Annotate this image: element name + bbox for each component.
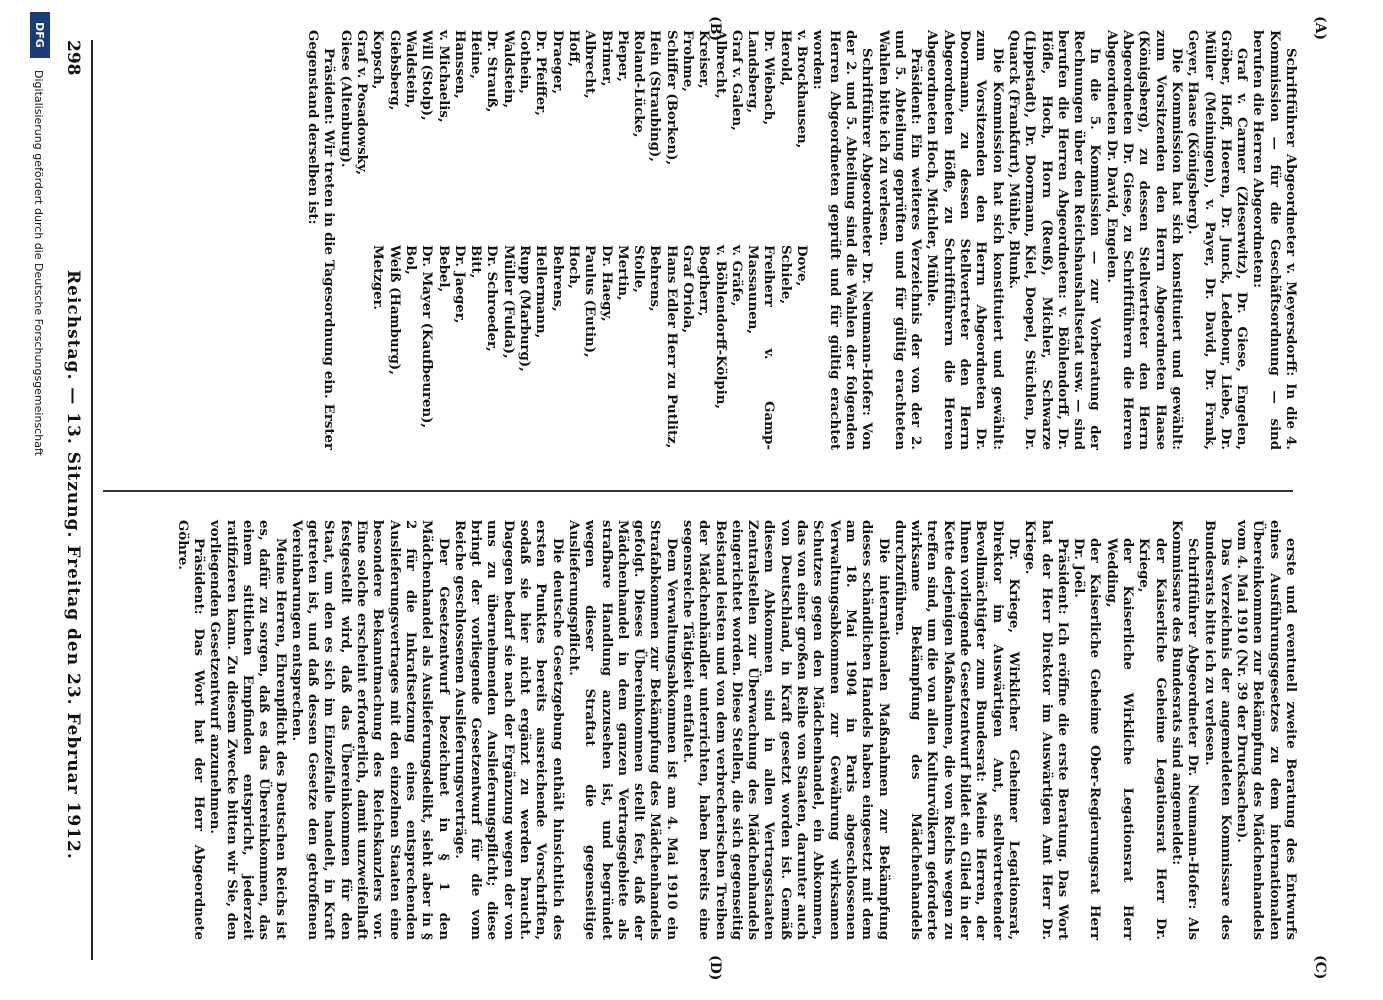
paragraph-text: Als Kommissare des Bundesrats sind angemeldet: (1168, 520, 1201, 940)
member-name: v. Michaelis, (435, 30, 451, 123)
member-name: Dr. Wiebach, (761, 30, 777, 126)
paragraph: Graf v. Carmer (Zieserwitz), Dr. Giese, Engelen, Gröber, Hoff, Hoeren, Dr. Junck, Ledebour, Liebe, Dr. Müller (Meiningen), v. Payer, Dr. David, Dr. Frank, Geyer, Haase (Königsberg). (1185, 30, 1250, 450)
agenda-item: erste und eventuell zweite Beratung des Entwurfs eines Ausführungsgesetzes zu dem internationalen Übereinkommen zur Bekämpfung des Mädchenhandels vom 4. Mai 1910 (Nr. 39 der Drucksachen). (1234, 520, 1298, 940)
page-header (60, 40, 86, 950)
dfg-logo: DFG (30, 12, 50, 58)
member-name: Graf Oriola, (680, 245, 696, 334)
paragraph: Dem Verwaltungsabkommen ist am 4. Mai 1910 ein Strafabkommen zur Bekämpfung des Mädchenhandels gefolgt. Dieses Übereinkommen stellt fest, daß der Mädchenhandel in dem ganzen Vertragsgebiete als strafbare Handlung anzusehen ist, und begründet wegen dieser Straftat die gegenseitige Auslieferungspflicht. (565, 520, 679, 940)
member-name: Dove, (794, 245, 810, 287)
member-name: Dr. Strauß, (484, 30, 500, 113)
speaker-label: Präsident: (191, 538, 207, 615)
member-name: Frohme, (680, 30, 696, 92)
commissar-entry: der Kaiserliche Geheime Legationsrat Herr Dr. Kriege, (1136, 538, 1168, 940)
page-title: Reichstag. — 13. Sitzung. Freitag den 23. Februar 1912. (63, 270, 83, 860)
member-name: Schiffer (Borken), (663, 30, 679, 166)
member-name: Paulus (Eutin), (582, 245, 598, 358)
member-name: Bitt, (468, 245, 484, 279)
paragraph-text: Das Wort hat der Herr Abgeordnete Göhre. (174, 520, 207, 940)
member-name: Schiele, (777, 245, 793, 305)
member-name: Hoff, (565, 30, 581, 67)
left-column (108, 30, 1298, 450)
member-name: v. Böhlendorff-Kölpin, (712, 245, 728, 410)
member-name: Dr. Mayer (Kaufbeuren), (419, 245, 435, 429)
member-name: Dr. Jaeger, (451, 245, 467, 324)
header-rule (91, 40, 93, 960)
member-name: Heine, (468, 30, 484, 79)
member-name: Giese (Altenburg). (337, 30, 353, 168)
margin-mark-a: (A) (1312, 16, 1328, 41)
member-name: Herold, (777, 30, 793, 86)
member-name: Albrecht, (712, 30, 728, 99)
member-name: v. Gräfe, (728, 245, 744, 307)
member-name: Draeger, (549, 30, 565, 95)
member-name: Kopsch, (370, 30, 386, 90)
member-name: Bol, (402, 245, 418, 275)
member-name: Freiherr v. Gamp-Massaunen, (745, 245, 777, 450)
member-name: Rupp (Marburg), (517, 245, 533, 372)
member-name: Hans Edler Herr zu Putlitz, (663, 245, 679, 449)
margin-mark-b: (B) (707, 16, 723, 42)
paragraph: Der Gesetzentwurf bezeichnet in § 1 den Mädchenhandel als Auslieferungsdelikt, sieht aber in § 2 für die Inkraftsetzung eines entsprechenden Auslieferungsvertrages mit den einzelnen Staaten eine besondere Bekanntmachung des Reichskanzlers vor. Eine solche erscheint erforderlich, damit unzweifelhaft festgestellt wird, daß das Übereinkommen für den Staat, um den es sich im Einzelfalle handelt, in Kraft getreten ist, und daß dessen Gesetze den getroffenen Vereinbarungen entsprechen. (288, 520, 451, 940)
paragraph: Das Verzeichnis der angemeldeten Kommissare des Bundesrats bitte ich zu verlesen. (1201, 520, 1233, 940)
paragraph (1249, 30, 1298, 450)
paragraph (874, 30, 923, 450)
member-name: Kreiser, (696, 30, 712, 89)
paragraph (809, 30, 874, 450)
speaker-label: Schriftführer Abgeordneter Dr. Neumann-Hofer: (859, 48, 875, 416)
commissar-entry: der Kaiserliche Wirkliche Legationsrat Herr Wedding, (1103, 538, 1136, 940)
column-divider (103, 490, 1293, 492)
member-name: Brimer, (598, 30, 614, 87)
paragraph-text: Von der 2. und 5. Abteilung sind die Wahlen der folgenden Herren Abgeordneten geprüft und für gültig erachtet worden: (810, 30, 875, 450)
member-name: Roland-Lücke, (631, 30, 647, 138)
paragraph: Meine Herren, Ehrenpflicht des Deutschen Reichs ist es, dafür zu sorgen, daß es das Übereinkommen, das einem sittlichen Empfinden entspricht, jederzeit ratifizieren kann. Zu diesem Zwecke bitten wir Sie, den vorliegenden Gesetzentwurf anzunehmen. (207, 520, 288, 940)
margin-mark-d: (D) (707, 955, 723, 981)
member-name: Dr. Pfeiffer, (533, 30, 549, 116)
paragraph: Die deutsche Gesetzgebung enthält hinsichtlich des ersten Punktes bereits ausreichende Vorschriften, sodaß sie hier nicht ergänzt zu werden braucht. Dagegen bedarf sie nach der Ergänzung wegen der von uns zu übernehmenden Auslieferungspflicht; diese bringt der vorliegende Gesetzentwurf für die vom Reiche geschlossenen Auslieferungsverträge. (451, 520, 565, 940)
member-name: Waldstein, (500, 30, 516, 109)
member-name: Graf v. Galen, (728, 30, 744, 131)
speaker-label: Dr. Kriege, (1005, 538, 1021, 634)
member-name: Stolle, (631, 245, 647, 293)
paragraph: Die internationalen Maßnahmen zur Bekämpfung dieses schändlichen Handels haben eingesetzt mit dem am 18. Mai 1904 in Paris abgeschlossenen Verwaltungsabkommen zur Gewährung wirksamen Schutzes gegen den Mädchenhandel, ein Abkommen, das von einer großen Reihe von Staaten, darunter auch von Deutschland, in Kraft gesetzt worden ist. Gemäß diesem Abkommen sind in allen Vertragsstaaten Zentralstellen zur Überwachung des Mädchenhandels eingerichtet worden. Diese Stellen, die sich gegenseitig Beistand leisten und von dem verbrecherischen Treiben der Mädchenhändler unterrichten, haben bereits eine segensreiche Tätigkeit entfaltet. (680, 520, 891, 940)
member-list-right (336, 245, 809, 450)
member-name: Behrens, (647, 245, 663, 312)
member-name: Dr. Haegy, (598, 245, 614, 322)
member-name: Müller (Fulda), (500, 245, 516, 359)
member-name: Hanssen, (451, 30, 467, 99)
commissar-entry: der Kaiserliche Geheime Ober-Regierungsrat Herr Dr. Joël. (1071, 538, 1103, 940)
commissar-list (1070, 520, 1168, 940)
member-name: Gothein, (517, 30, 533, 94)
member-name: Behrens, (549, 245, 565, 312)
member-list-left (336, 30, 809, 235)
paragraph (304, 30, 337, 450)
member-name: Bogtherr, (696, 245, 712, 317)
member-name: Giebsberg, (386, 30, 402, 111)
speaker-label: Präsident: (908, 48, 924, 125)
member-name: Dr. Schroeder, (484, 245, 500, 352)
margin-mark-c: (C) (1312, 955, 1328, 980)
paragraph-text: Wir treten in die Tagesordnung ein. Erster Gegenstand derselben ist: (305, 30, 337, 450)
member-name: Graf v. Posadowsky, (354, 30, 370, 175)
paragraph (174, 520, 207, 940)
member-name: v. Brockhausen, (794, 30, 810, 149)
paragraph: Die Kommission hat sich konstituiert und gewählt: zum Vorsitzenden den Herrn Abgeordneten Haase (Königsberg), zu dessen Stellvertreter den Herrn Abgeordneten Dr. Giese, zu Schriftführern die Herren Abgeordneten Dr. David, Engelen. (1103, 30, 1184, 450)
member-name: Hein (Straubing), (647, 30, 663, 162)
paragraph-text: Ein weiteres Verzeichnis der von der 2. und 5. Abteilung geprüften und für gültig erachteten Wahlen bitte ich zu verlesen. (875, 30, 924, 450)
paragraph: Die Kommission hat sich konstituiert und gewählt: zum Vorsitzenden den Herrn Abgeordneten Dr. Doormann, zu dessen Stellvertreter den Herrn Abgeordneten Höfle, zu Schriftführern die Herren Abgeordneten Hoch, Michler, Mühle. (924, 30, 1005, 450)
member-name: Albrecht, (582, 30, 598, 99)
speaker-label: Schriftführer Abgeordneter v. Meyersdorff: (1283, 48, 1298, 377)
paragraph-text: In die 4. Kommission — für die Geschäftsordnung — sind berufen die Herren Abgeordneten: (1250, 30, 1298, 450)
member-name: Hellermann, (533, 245, 549, 339)
member-list (336, 30, 809, 450)
member-name: Weiß (Hamburg), (386, 245, 402, 375)
member-name: Metzger. (370, 245, 386, 311)
right-column (108, 520, 1298, 940)
page-number: 298 (63, 40, 83, 76)
speaker-label: Präsident: (321, 48, 337, 125)
speaker-label: Schriftführer Abgeordneter Dr. Neumann-Hofer: (1185, 538, 1201, 910)
paragraph (1168, 520, 1201, 940)
paragraph-text: Wirklicher Geheimer Legationsrat, Direktor im Auswärtigen Amt, stellvertretender Bevollmächtigter zum Bundesrat: Meine Herren, der Ihnen vorliegende Gesetzentwurf bildet ein Glied in der Kette derjenigen Maßnahmen, die von Reichs wegen zu treffen sind, um die von allen Kulturvölkern geforderte wirksame Bekämpfung des Mädchenhandels durchzuführen. (891, 520, 1021, 940)
member-name: Hoch, (565, 245, 581, 289)
speaker-label: Präsident: (1054, 538, 1070, 615)
member-name: Mertin, (614, 245, 630, 301)
paragraph-text: Ich eröffne die erste Beratung. Das Wort hat der Herr Direktor im Auswärtigen Amt Herr Dr. Kriege. (1022, 520, 1070, 940)
member-name: Waldstein, (402, 30, 418, 109)
paragraph (1021, 520, 1070, 940)
member-name: Will (Stolp), (419, 30, 435, 121)
paragraph: In die 5. Kommission — zur Vorberatung der Rechnungen über den Reichshaushaltsetat usw. — sind berufen die Herren Abgeordneten: v. Böhlendorff, Dr. Höfle, Hoch, Horn (Reuß), Michler, Schwarze (Lippstadt), Dr. Doormann, Kiel, Doepel, Stüchlen, Dr. Quarck (Frankfurt), Mühle, Blunk. (1005, 30, 1103, 450)
digitization-note: Digitalisierung gefördert durch die Deutsche Forschungsgemeinschaft (32, 70, 45, 456)
member-name: Pieper, (614, 30, 630, 82)
member-name: Bebel, (435, 245, 451, 293)
paragraph (891, 520, 1021, 940)
member-name: Landsberg, (745, 30, 761, 114)
